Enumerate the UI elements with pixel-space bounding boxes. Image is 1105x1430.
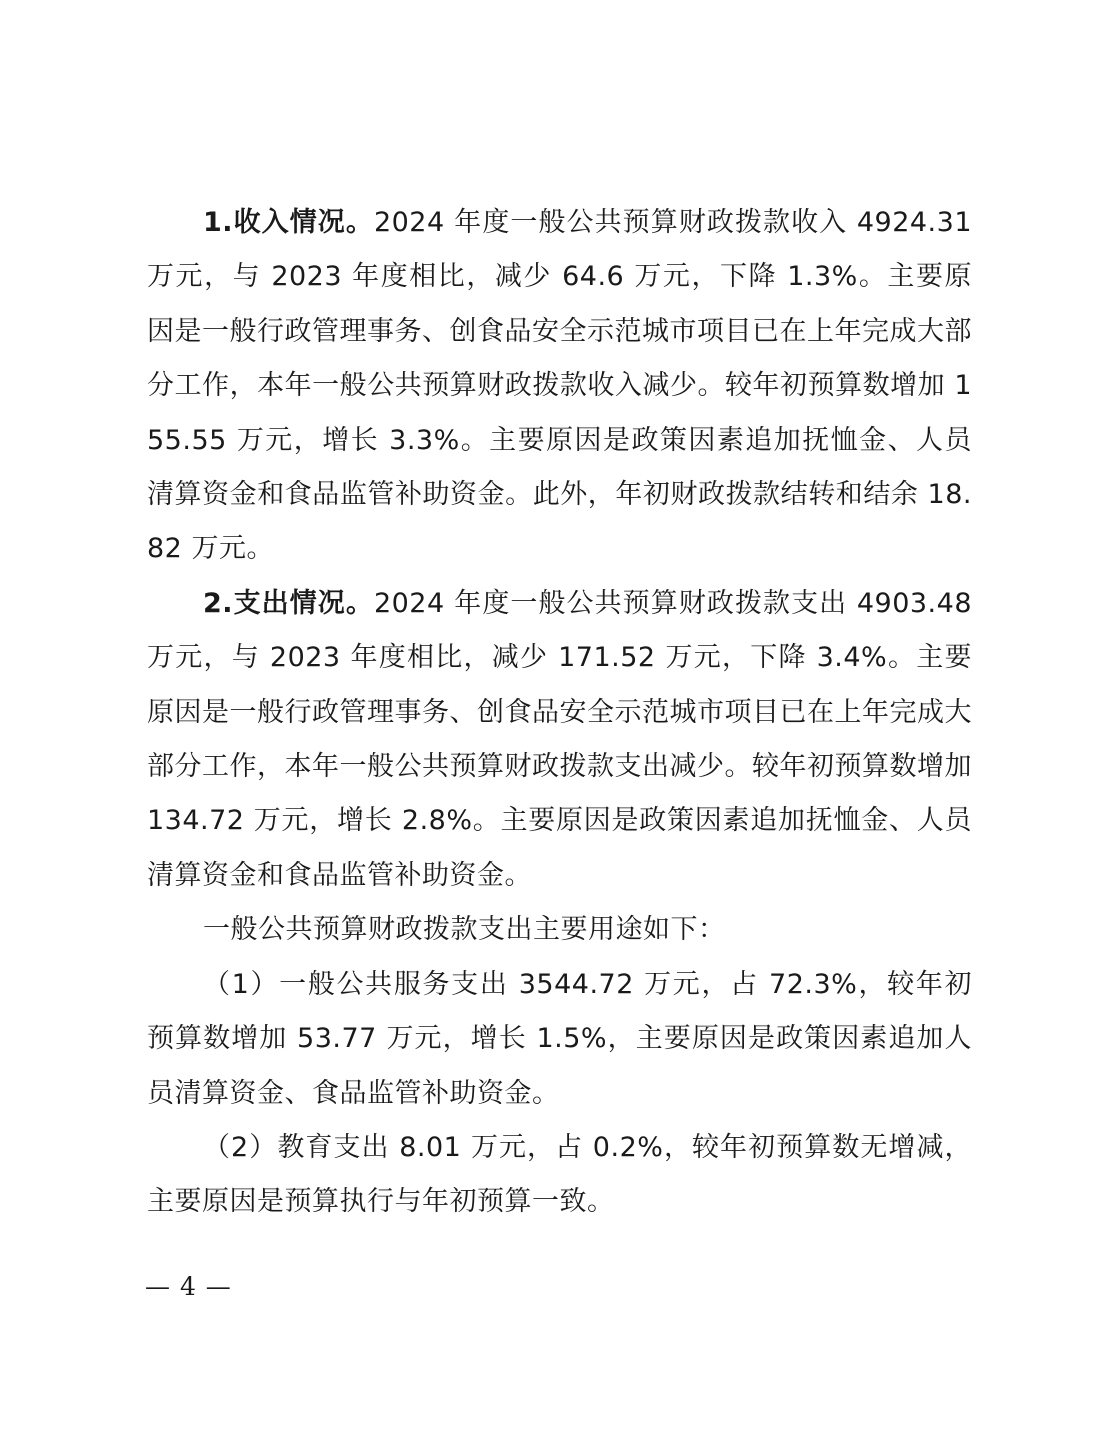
heading-expenditure: 2.支出情况。 — [203, 587, 374, 619]
paragraph-public-services — [147, 958, 972, 1121]
paragraph-usage-intro-text: 一般公共预算财政拨款支出主要用途如下： — [203, 914, 726, 946]
heading-income: 1.收入情况。 — [203, 207, 374, 238]
paragraph-expenditure — [147, 577, 972, 903]
paragraph-public-services-text: （1）一般公共服务支出 3544.72 万元，占 72.3%，较年初预算数增加 53.77 万元，增长 1.5%，主要原因是政策因素追加人员清算资金、食品监管补助资金。 — [147, 968, 972, 1109]
page-number: — 4 — — [145, 1272, 232, 1301]
document-body — [147, 196, 972, 1230]
paragraph-education-text: （2）教育支出 8.01 万元，占 0.2%，较年初预算数无增减，主要原因是预算执行与年初预算一致。 — [147, 1131, 972, 1218]
paragraph-income — [147, 196, 972, 577]
paragraph-education — [147, 1121, 972, 1230]
paragraph-income-text: 2024 年度一般公共预算财政拨款收入 4924.31 万元，与 2023 年度相比，减少 64.6 万元，下降 1.3%。主要原因是一般行政管理事务、创食品安全示范城市项目已在上年完成大部分工作，本年一般公共预算财政拨款收入减少。较年初预算数增加 155.55 万元，增长 3.3%。主要原因是政策因素追加抚恤金、人员清算资金和食品监管补助资金。此外，年初财政拨款结转和结余 18.82 万元。 — [147, 207, 973, 565]
paragraph-expenditure-text: 2024 年度一般公共预算财政拨款支出 4903.48 万元，与 2023 年度相比，减少 171.52 万元，下降 3.4%。主要原因是一般行政管理事务、创食品安全示范城市项目已在上年完成大部分工作，本年一般公共预算财政拨款支出减少。较年初预算数增加 134.72 万元，增长 2.8%。主要原因是政策因素追加抚恤金、人员清算资金和食品监管补助资金。 — [147, 587, 973, 891]
paragraph-usage-intro — [147, 903, 972, 957]
